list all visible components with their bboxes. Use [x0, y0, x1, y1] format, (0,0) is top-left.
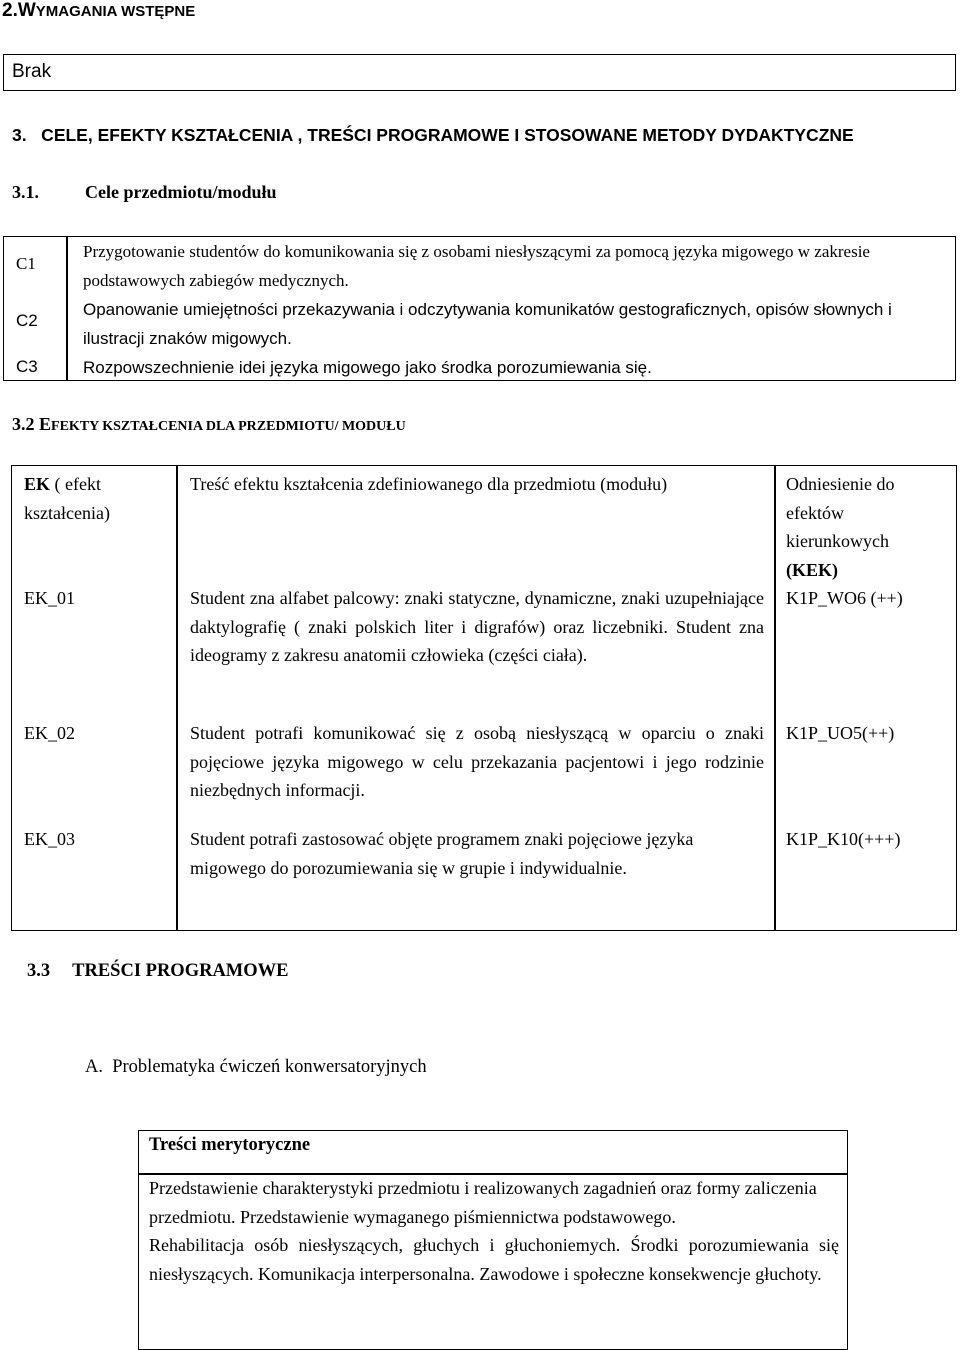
- goal-code: C2: [16, 311, 38, 330]
- effects-header-code: [24, 470, 164, 527]
- section-2-number: 2.: [2, 0, 18, 21]
- effect-code: EK_03: [24, 829, 75, 849]
- content-paragraph: Przedstawienie charakterystyki przedmiotu i realizowanych zagadnień oraz formy zaliczenia przedmiotu. Przedstawienie wymaganego piśmiennictwa podstawowego.: [149, 1178, 817, 1227]
- effects-header-content: Treść efektu kształcenia zdefiniowanego dla przedmiotu (modułu): [190, 474, 668, 494]
- effects-header-reference: [786, 470, 936, 584]
- effects-table-divider: [176, 466, 178, 930]
- section-3-2-heading: [12, 414, 406, 435]
- effects-table-divider: [774, 466, 776, 930]
- effect-code: EK_01: [24, 588, 75, 608]
- effects-header-code-rest: ( efekt kształcenia): [24, 474, 110, 523]
- goal-code: C3: [16, 357, 38, 376]
- section-3-3-heading: [27, 961, 289, 982]
- section-2-heading: [2, 0, 195, 22]
- section-3-2-title-initial: E: [39, 414, 52, 434]
- goal-text: Opanowanie umiejętności przekazywania i odczytywania komunikatów gestograficznych, opisów słownych i ilustracji znaków migowych.: [83, 300, 892, 348]
- effect-code: EK_02: [24, 723, 75, 743]
- effect-reference: K1P_K10(+++): [786, 829, 901, 849]
- subsection-a-heading: A. Problematyka ćwiczeń konwersatoryjnych: [85, 1057, 427, 1077]
- effects-header-reference-bold: (KEK): [786, 559, 838, 580]
- section-3-2-title: FEKTY KSZTAŁCENIA DLA PRZEDMIOTU/ MODUŁU: [51, 419, 406, 434]
- section-2-title-initial: W: [17, 0, 36, 21]
- effect-text: Student potrafi zastosować objęte programem znaki pojęciowe języka migowego do porozumiewania się w grupie i indywidualnie.: [190, 829, 694, 878]
- section-3-1-title: Cele przedmiotu/modułu: [85, 182, 277, 202]
- goals-table: [3, 236, 956, 381]
- content-paragraph: Rehabilitacja osób niesłyszących, głuchych i głuchoniemych. Środki porozumiewania się niesłyszących. Komunikacja interpersonalna. Zawodowe i społeczne konsekwencje głuchoty.: [149, 1235, 839, 1284]
- section-2-title: YMAGANIA WSTĘPNE: [35, 3, 196, 20]
- effects-header-code-bold: EK: [24, 474, 51, 494]
- effect-text: Student zna alfabet palcowy: znaki statyczne, dynamiczne, znaki uzupełniające daktylografię ( znaki polskich liter i digrafów) oraz liczebniki. Student zna ideogramy z zakresu anatomii człowieka (części ciała).: [190, 588, 764, 665]
- section-3-heading: 3. CELE, EFEKTY KSZTAŁCENIA , TREŚCI PROGRAMOWE I STOSOWANE METODY DYDAKTYCZNE: [12, 125, 854, 145]
- goal-text: Rozpowszechnienie idei języka migowego jako środka porozumiewania się.: [83, 358, 652, 377]
- goal-code: C1: [16, 254, 36, 273]
- effect-reference: K1P_UO5(++): [786, 723, 895, 743]
- content-table-header: Treści merytoryczne: [149, 1135, 311, 1155]
- prerequisites-box: [3, 54, 956, 91]
- effect-text: Student potrafi komunikować się z osobą niesłyszącą w oparciu o znaki pojęciowe języka migowego w celu przekazania pacjentowi i jego rodzinie niezbędnych informacji.: [190, 723, 764, 800]
- section-3-2-number: 3.2: [12, 414, 35, 434]
- prerequisites-text: Brak: [12, 61, 52, 82]
- section-3-3-number: 3.3: [27, 961, 51, 981]
- section-3-1-number: 3.1.: [12, 182, 39, 202]
- section-3-3-title: TREŚCI PROGRAMOWE: [72, 961, 289, 981]
- goals-table-divider: [66, 237, 68, 380]
- effects-header-reference-text: Odniesienie do efektów kierunkowych: [786, 474, 895, 551]
- goal-text: Przygotowanie studentów do komunikowania się z osobami niesłyszącymi za pomocą języka migowego w zakresie podstawowych zabiegów medycznych.: [83, 242, 870, 290]
- effect-reference: K1P_WO6 (++): [786, 588, 903, 608]
- content-table-body: [149, 1174, 839, 1288]
